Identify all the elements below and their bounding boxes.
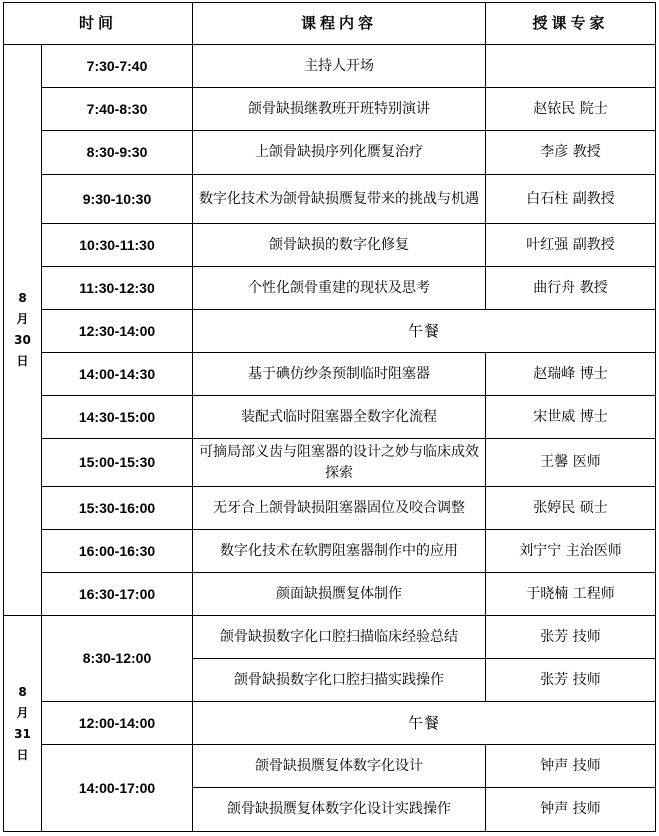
topic-cell: 数字化技术为颌骨缺损赝复带来的挑战与机遇: [193, 175, 486, 224]
time-cell: 11:30-12:30: [42, 267, 193, 310]
time-cell: 16:00-16:30: [42, 530, 193, 573]
table-row: [4, 45, 656, 88]
table-row: [4, 439, 656, 487]
expert-cell: 于晓楠 工程师: [486, 573, 656, 616]
topic-cell: 装配式临时阻塞器全数字化流程: [193, 396, 486, 439]
topic-cell: 颜面缺损赝复体制作: [193, 573, 486, 616]
topic-cell: 颌骨缺损继教班开班特别演讲: [193, 88, 486, 131]
course-schedule-table: [3, 2, 656, 832]
expert-cell: 宋世威 博士: [486, 396, 656, 439]
lunch-row: [4, 310, 656, 353]
lunch-row: [4, 702, 656, 745]
expert-cell: 张芳 技师: [486, 616, 656, 659]
date-aug-30: 8 月 30 日: [4, 45, 42, 616]
time-cell: 14:00-17:00: [42, 745, 193, 832]
table-row: [4, 175, 656, 224]
topic-cell: 个性化颌骨重建的现状及思考: [193, 267, 486, 310]
expert-cell: 张芳 技师: [486, 659, 656, 702]
expert-cell: 赵瑞峰 博士: [486, 353, 656, 396]
time-cell: 16:30-17:00: [42, 573, 193, 616]
topic-cell: 无牙合上颌骨缺损阻塞器固位及咬合调整: [193, 487, 486, 530]
expert-cell: 李彦 教授: [486, 131, 656, 175]
expert-cell: 钟声 技师: [486, 745, 656, 788]
time-cell: 9:30-10:30: [42, 175, 193, 224]
table-row: [4, 396, 656, 439]
table-row: [4, 530, 656, 573]
lunch-cell: 午餐: [193, 310, 656, 353]
table-row: [4, 353, 656, 396]
table-row: [4, 224, 656, 267]
expert-cell: 钟声 技师: [486, 788, 656, 832]
topic-cell: 数字化技术在软腭阻塞器制作中的应用: [193, 530, 486, 573]
expert-cell: 刘宁宁 主治医师: [486, 530, 656, 573]
time-cell: 7:40-8:30: [42, 88, 193, 131]
time-cell: 10:30-11:30: [42, 224, 193, 267]
expert-cell: 曲行舟 教授: [486, 267, 656, 310]
topic-cell: 颌骨缺损数字化口腔扫描临床经验总结: [193, 616, 486, 659]
table-row: [4, 267, 656, 310]
expert-cell: 赵铱民 院士: [486, 88, 656, 131]
topic-cell: 基于碘仿纱条预制临时阻塞器: [193, 353, 486, 396]
topic-cell: 上颌骨缺损序列化赝复治疗: [193, 131, 486, 175]
expert-cell: 白石柱 副教授: [486, 175, 656, 224]
time-cell: 12:00-14:00: [42, 702, 193, 745]
topic-cell: 颌骨缺损数字化口腔扫描实践操作: [193, 659, 486, 702]
table-row: [4, 573, 656, 616]
expert-cell: [486, 45, 656, 88]
topic-cell: 颌骨缺损赝复体数字化设计实践操作: [193, 788, 486, 832]
header-expert: 授课专家: [486, 3, 656, 45]
topic-cell: 主持人开场: [193, 45, 486, 88]
topic-cell: 颌骨缺损的数字化修复: [193, 224, 486, 267]
topic-cell: 颌骨缺损赝复体数字化设计: [193, 745, 486, 788]
expert-cell: 叶红强 副教授: [486, 224, 656, 267]
time-cell: 8:30-12:00: [42, 616, 193, 702]
table-row: [4, 745, 656, 788]
time-cell: 15:00-15:30: [42, 439, 193, 487]
time-cell: 14:30-15:00: [42, 396, 193, 439]
table-row: [4, 616, 656, 659]
header-time: 时间: [4, 3, 193, 45]
time-cell: 12:30-14:00: [42, 310, 193, 353]
time-cell: 14:00-14:30: [42, 353, 193, 396]
table-row: [4, 88, 656, 131]
expert-cell: 张婷民 硕士: [486, 487, 656, 530]
lunch-cell: 午餐: [193, 702, 656, 745]
time-cell: 15:30-16:00: [42, 487, 193, 530]
header-content: 课程内容: [193, 3, 486, 45]
table-row: [4, 131, 656, 175]
time-cell: 7:30-7:40: [42, 45, 193, 88]
expert-cell: 王馨 医师: [486, 439, 656, 487]
date-aug-31: 8 月 31 日: [4, 616, 42, 832]
header-row: [4, 3, 656, 45]
table-row: [4, 487, 656, 530]
time-cell: 8:30-9:30: [42, 131, 193, 175]
topic-cell: 可摘局部义齿与阻塞器的设计之妙与临床成效探索: [193, 439, 486, 487]
